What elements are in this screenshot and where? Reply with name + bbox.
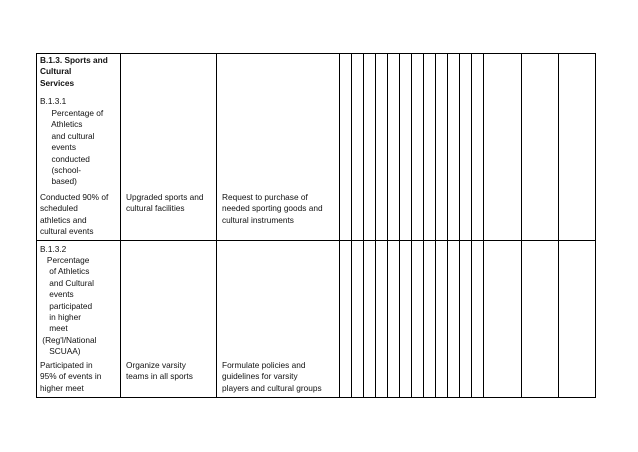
strategy-text: Organize varsity teams in all sports (126, 360, 193, 382)
column-divider (435, 53, 436, 398)
column-divider (459, 53, 460, 398)
strategy-text: Upgraded sports and cultural facilities (126, 192, 204, 214)
column-divider (387, 53, 388, 398)
activity-text: Formulate policies and guidelines for varsity players and cultural groups (222, 360, 322, 393)
column-divider (595, 53, 596, 398)
column-divider (351, 53, 352, 398)
column-divider (339, 53, 340, 398)
column-divider (471, 53, 472, 398)
indicator-text: Percentage of Athletics and Cultural events participated in higher meet (Reg'l/National SCUAA) (42, 255, 97, 357)
target-text: Participated in 95% of events in higher meet (40, 360, 102, 393)
indicator-code: B.1.3.2 (40, 244, 67, 254)
column-divider (120, 53, 121, 398)
section-heading: B.1.3. Sports and Cultural Services (40, 55, 108, 88)
indicator-text: Percentage of Athletics and cultural events conducted (school- based) (51, 108, 104, 187)
column-divider (375, 53, 376, 398)
column-divider (411, 53, 412, 398)
target-text: Conducted 90% of scheduled athletics and cultural events (40, 192, 109, 237)
indicator-code: B.1.3.1 (40, 96, 67, 106)
column-divider (447, 53, 448, 398)
column-divider (363, 53, 364, 398)
column-divider (36, 53, 37, 398)
column-divider (558, 53, 559, 398)
column-divider (521, 53, 522, 398)
column-divider (423, 53, 424, 398)
activity-text: Request to purchase of needed sporting goods and cultural instruments (222, 192, 323, 225)
plan-table (36, 53, 596, 398)
column-divider (483, 53, 484, 398)
column-divider (399, 53, 400, 398)
column-divider (216, 53, 217, 398)
